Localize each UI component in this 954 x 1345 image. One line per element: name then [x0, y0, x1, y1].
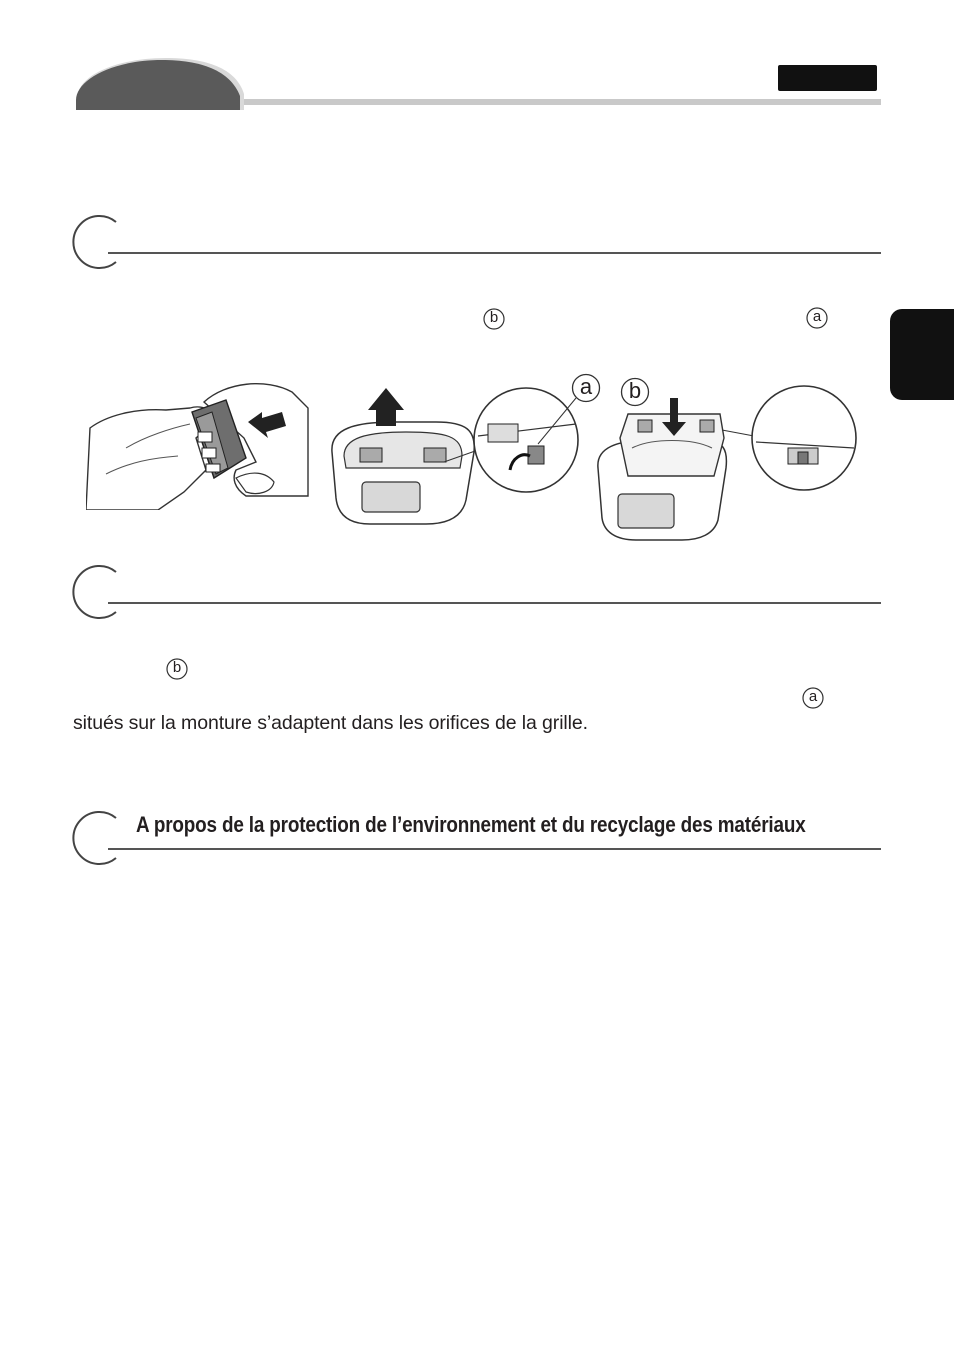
section-1-heading-marker: [72, 212, 132, 272]
section-1-marker-a: a: [806, 307, 828, 329]
figure-callout-a: a: [571, 373, 601, 403]
figure-callout-b: b: [620, 377, 650, 407]
section-1-marker-b: b: [483, 308, 505, 330]
section-2-marker-a: a: [802, 687, 824, 709]
illustration-remove-frame: [86, 378, 312, 510]
side-chapter-tab: [890, 309, 954, 400]
header-tab: [76, 54, 248, 110]
illustration-lift-frame: [326, 378, 582, 530]
section-3-rule: [108, 848, 881, 850]
section-2-text-line: situés sur la monture s’adaptent dans les orifices de la grille.: [73, 712, 588, 734]
section-2-rule: [108, 602, 881, 604]
section-3-title: A propos de la protection de l’environnement et du recyclage des matériaux: [136, 812, 806, 837]
section-2-heading-marker: [72, 562, 132, 622]
section-2-marker-b: b: [166, 658, 188, 680]
section-3-heading-marker: [72, 808, 132, 868]
header-rule: [244, 99, 881, 105]
header-label-box: [778, 65, 877, 91]
section-1-rule: [108, 252, 881, 254]
